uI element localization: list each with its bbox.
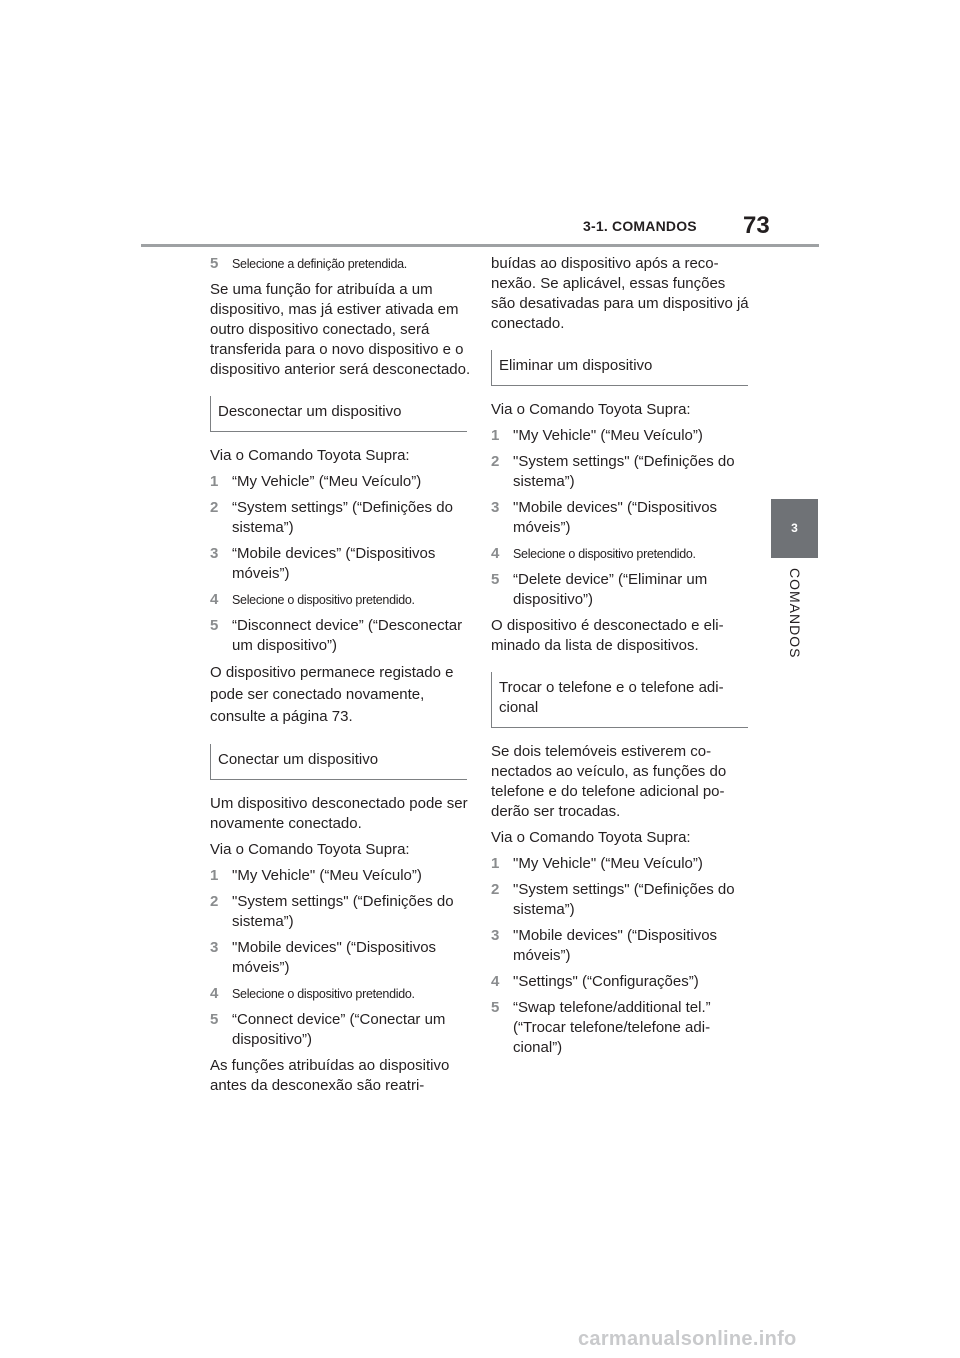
left-column (210, 254, 472, 1102)
via-text: Via o Comando Toyota Supra: (491, 829, 691, 846)
step-item (491, 972, 753, 992)
step-number: 4 (210, 985, 219, 1002)
step-text: "My Vehicle" (“Meu Veículo”) (513, 427, 703, 444)
step-number: 2 (210, 499, 219, 516)
step-number: 3 (491, 499, 500, 516)
section-title: 3-1. COMANDOS (583, 218, 697, 234)
step-number: 2 (491, 453, 500, 470)
step-number: 4 (210, 591, 219, 608)
step-number: 2 (491, 881, 500, 898)
section-heading-text: Conectar um dispositivo (218, 751, 379, 768)
step-item (491, 854, 753, 874)
step-item (491, 880, 753, 920)
step-item (210, 1010, 472, 1050)
step-text: "System settings" (“Definições do sistema”) (513, 453, 735, 490)
step-text: Selecione o dispositivo pretendido. (232, 987, 415, 1001)
step-item (491, 452, 753, 492)
step-item (491, 998, 753, 1058)
step-text: "Mobile devices" (“Dispositivos móveis”) (513, 927, 718, 964)
section-heading-delete (491, 350, 748, 386)
right-column (491, 254, 753, 1064)
step-text: Selecione o dispositivo pretendido. (513, 547, 696, 561)
step-text: “Connect device” (“Conectar um dispositivo”) (232, 1011, 446, 1048)
step-number: 3 (210, 545, 219, 562)
section-heading-swap (491, 672, 748, 728)
paragraph: buídas ao dispositivo após a reconexão. Se aplicável, essas funções são desativadas para um dispositivo já conectado. (491, 255, 749, 332)
step-number: 4 (491, 545, 500, 562)
step-item (491, 498, 753, 538)
step-text: "My Vehicle" (“Meu Veículo”) (232, 867, 422, 884)
step-item (210, 616, 472, 656)
step-item (491, 426, 753, 446)
chapter-tab-label: COMANDOS (787, 568, 803, 659)
step-item (491, 570, 753, 610)
step-number: 5 (491, 999, 500, 1016)
via-text: Via o Comando Toyota Supra: (210, 447, 410, 464)
step-number: 2 (210, 893, 219, 910)
page-number: 73 (743, 212, 770, 239)
step-number: 3 (210, 939, 219, 956)
step-text: “Mobile devices” (“Dispositivos móveis”) (232, 545, 436, 582)
section-heading-text: Trocar o telefone e o telefone adicional (499, 679, 724, 716)
step-text: "System settings" (“Definições do sistema”) (513, 881, 735, 918)
paragraph: Um dispositivo desconectado pode ser novamente conectado. (210, 795, 468, 832)
section-heading-connect (210, 744, 467, 780)
step-text: "Mobile devices" (“Dispositivos móveis”) (232, 939, 437, 976)
step-text: “System settings” (“Definições do sistema”) (232, 499, 453, 536)
via-text: Via o Comando Toyota Supra: (491, 401, 691, 418)
paragraph: O dispositivo permanece registado e pode ser conectado novamente, consulte a página 73. (210, 664, 454, 725)
step-item (210, 984, 472, 1004)
step-number: 5 (210, 1011, 219, 1028)
step-text: "Settings" (“Configurações”) (513, 973, 699, 990)
step-number: 5 (210, 617, 219, 634)
step-number: 5 (210, 255, 219, 272)
step-number: 1 (210, 867, 219, 884)
step-item (210, 938, 472, 978)
paragraph: O dispositivo é desconectado e eliminado da lista de dispositivos. (491, 617, 724, 654)
section-heading-text: Desconectar um dispositivo (218, 403, 402, 420)
step-text: “Swap telefone/additional tel.” (“Trocar telefone/telefone adicional”) (513, 999, 711, 1056)
step-text: "System settings" (“Definições do sistema”) (232, 893, 454, 930)
step-item (491, 544, 753, 564)
section-heading-disconnect (210, 396, 467, 432)
step-number: 1 (491, 427, 500, 444)
step-text: "My Vehicle" (“Meu Veículo”) (513, 855, 703, 872)
step-item (210, 254, 472, 274)
step-item (210, 590, 472, 610)
step-item (210, 892, 472, 932)
chapter-tab-number: 3 (771, 499, 818, 558)
paragraph: As funções atribuídas ao dispositivo antes da desconexão são reatri- (210, 1057, 450, 1094)
step-number: 1 (210, 473, 219, 490)
step-text: "Mobile devices" (“Dispositivos móveis”) (513, 499, 718, 536)
step-number: 1 (491, 855, 500, 872)
paragraph: Se dois telemóveis estiverem conectados ao veículo, as funções do telefone e do telefone adicional poderão ser trocadas. (491, 743, 727, 820)
step-text: Selecione o dispositivo pretendido. (232, 593, 415, 607)
via-text: Via o Comando Toyota Supra: (210, 841, 410, 858)
step-item (210, 498, 472, 538)
step-number: 3 (491, 927, 500, 944)
step-text: “My Vehicle” (“Meu Veículo”) (232, 473, 422, 490)
step-text: “Delete device” (“Eliminar um dispositivo”) (513, 571, 708, 608)
watermark: carmanualsonline.info (578, 1328, 797, 1350)
paragraph: Se uma função for atribuída a um dispositivo, mas já estiver ativada em outro dispositivo conectado, será transferida para o novo dispositivo e o dispositivo anterior será desconectado. (210, 281, 471, 378)
step-item (210, 866, 472, 886)
step-item (210, 544, 472, 584)
header-divider (141, 244, 819, 247)
step-item (210, 472, 472, 492)
step-text: “Disconnect device” (“Desconectar um dispositivo”) (232, 617, 463, 654)
step-number: 4 (491, 973, 500, 990)
section-heading-text: Eliminar um dispositivo (499, 357, 653, 374)
step-item (491, 926, 753, 966)
step-number: 5 (491, 571, 500, 588)
step-text: Selecione a definição pretendida. (232, 257, 407, 271)
